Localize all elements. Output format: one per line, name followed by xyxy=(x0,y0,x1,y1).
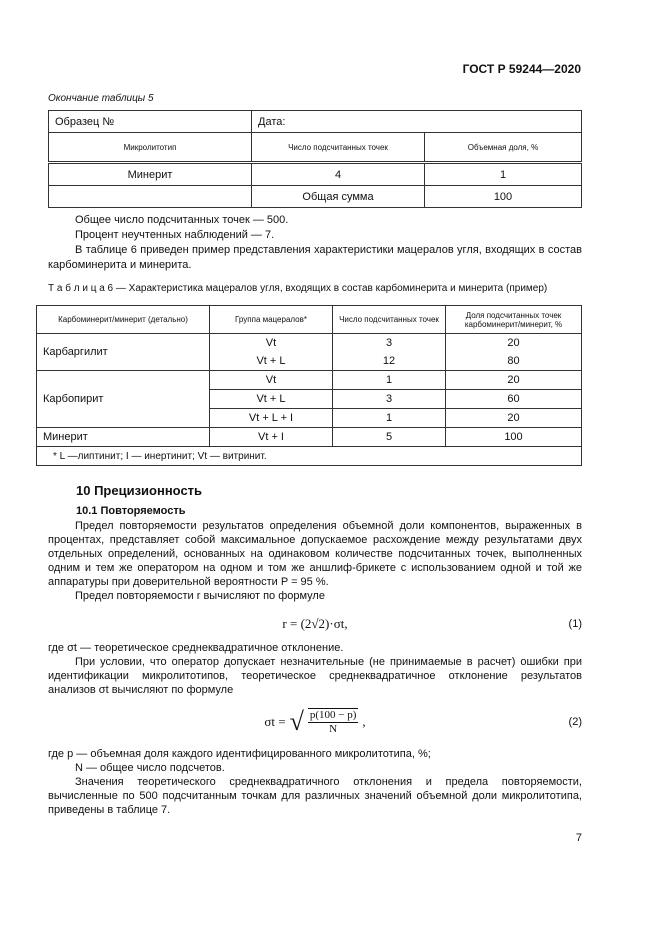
subsection-title: 10.1 Повторяемость xyxy=(76,505,186,517)
cell: 20 xyxy=(446,371,582,390)
paragraph: где σt — теоретическое среднеквадратичное отклонение. xyxy=(48,642,344,654)
column-header: Доля подсчитанных точек карбоминерит/минерит, % xyxy=(446,306,582,334)
group-name: Карбопирит xyxy=(37,371,210,428)
group-name: Карбаргилит xyxy=(37,334,210,371)
sqrt-sign: √ xyxy=(289,707,304,736)
cell: Vt + I xyxy=(210,428,333,447)
comma: , xyxy=(362,714,366,729)
cell: 3 xyxy=(333,334,446,353)
caption-label: Т а б л и ц а 6 xyxy=(48,283,114,294)
table6-caption xyxy=(48,283,547,294)
cell: Vt + L + I xyxy=(210,409,333,428)
page-number: 7 xyxy=(575,832,582,844)
table5-caption: Окончание таблицы 5 xyxy=(48,93,154,104)
table-6 xyxy=(36,305,582,466)
cell: Vt + L xyxy=(210,352,333,371)
cell: 1 xyxy=(425,163,582,186)
cell: Vt xyxy=(210,334,333,353)
cell: 1 xyxy=(333,371,446,390)
table-row xyxy=(49,163,582,186)
caption-text: — Характеристика мацералов угля, входящих в состав карбоминерита и минерита (пример) xyxy=(113,283,548,294)
sample-label: Образец № xyxy=(49,111,252,133)
cell: 4 xyxy=(252,163,425,186)
cell: 100 xyxy=(425,186,582,208)
cell: 12 xyxy=(333,352,446,371)
formula-2 xyxy=(264,707,365,737)
column-header: Число подсчитанных точек xyxy=(252,133,425,163)
column-header: Число подсчитанных точек xyxy=(333,306,446,334)
formula-1-row xyxy=(48,617,582,631)
cell: 60 xyxy=(446,390,582,409)
cell: 1 xyxy=(333,409,446,428)
table-5 xyxy=(48,110,582,208)
section-title: 10 Прецизионность xyxy=(76,483,203,498)
formula-lhs: σt = xyxy=(264,714,286,729)
paragraph: Значения теоретического среднеквадратичного отклонения и предела повторяемости, вычисленные по 500 подсчитанным точкам для различных значений объемной доли микролитотипа, приведены в таблице 7. xyxy=(48,776,582,816)
cell: Минерит xyxy=(49,163,252,186)
cell: 3 xyxy=(333,390,446,409)
cell: Vt xyxy=(210,371,333,390)
paragraph: При условии, что оператор допускает незначительные (не принимаемые в расчет) ошибки при идентификации микролитотипов, теоретическое среднеквадратичное отклонение результатов анализов σt вычисляют по формуле xyxy=(48,656,582,696)
paragraph: Предел повторяемости результатов определения объемной доли компонентов, выраженных в процентах, представляет собой максимальное допускаемое расхождение между результатами двух отдельных определений, основанных на одинаковом количестве подсчитанных точек, выполненных одним и тем же оператором на одном и том же аншлиф-брикете с использованием одной и той же аппаратуры при доверительной вероятности P = 95 %. xyxy=(48,520,582,588)
cell: 5 xyxy=(333,428,446,447)
formula-2-number: (2) xyxy=(568,716,582,728)
paragraph: Предел повторяемости r вычисляют по формуле xyxy=(75,590,325,602)
table-footnote: * L —липтинит; I — инертинит; Vt — витринит. xyxy=(37,447,582,466)
fraction xyxy=(308,708,359,736)
table-row xyxy=(37,428,582,447)
cell: 20 xyxy=(446,334,582,353)
cell: 20 xyxy=(446,409,582,428)
paragraph-block xyxy=(48,213,582,273)
paragraph: N — общее число подсчетов. xyxy=(75,762,225,774)
column-header: Карбоминерит/минерит (детально) xyxy=(37,306,210,334)
cell: Общая сумма xyxy=(252,186,425,208)
numerator: p(100 − p) xyxy=(309,709,357,721)
column-header: Микролитотип xyxy=(49,133,252,163)
paragraph: Общее число подсчитанных точек — 500. xyxy=(75,214,289,226)
cell: Vt + L xyxy=(210,390,333,409)
paragraph: Процент неучтенных наблюдений — 7. xyxy=(75,229,275,241)
cell: 80 xyxy=(446,352,582,371)
section-body xyxy=(48,519,582,845)
column-header: Группа мацералов* xyxy=(210,306,333,334)
table-row xyxy=(37,371,582,390)
date-label: Дата: xyxy=(252,111,582,133)
cell xyxy=(49,186,252,208)
formula-1: r = (2√2)·σt, xyxy=(282,616,348,631)
paragraph: где p — объемная доля каждого идентифицированного микролитотипа, %; xyxy=(48,748,431,760)
formula-1-number: (1) xyxy=(568,618,582,630)
column-header: Объемная доля, % xyxy=(425,133,582,163)
formula-2-row xyxy=(48,707,582,737)
denominator: N xyxy=(329,723,338,735)
table-row xyxy=(37,334,582,353)
document-code: ГОСТ Р 59244—2020 xyxy=(462,62,581,76)
group-name: Минерит xyxy=(37,428,210,447)
cell: 100 xyxy=(446,428,582,447)
table-row xyxy=(49,186,582,208)
paragraph: В таблице 6 приведен пример представления характеристики мацералов угля, входящих в состав карбоминерита и минерита. xyxy=(48,244,582,271)
